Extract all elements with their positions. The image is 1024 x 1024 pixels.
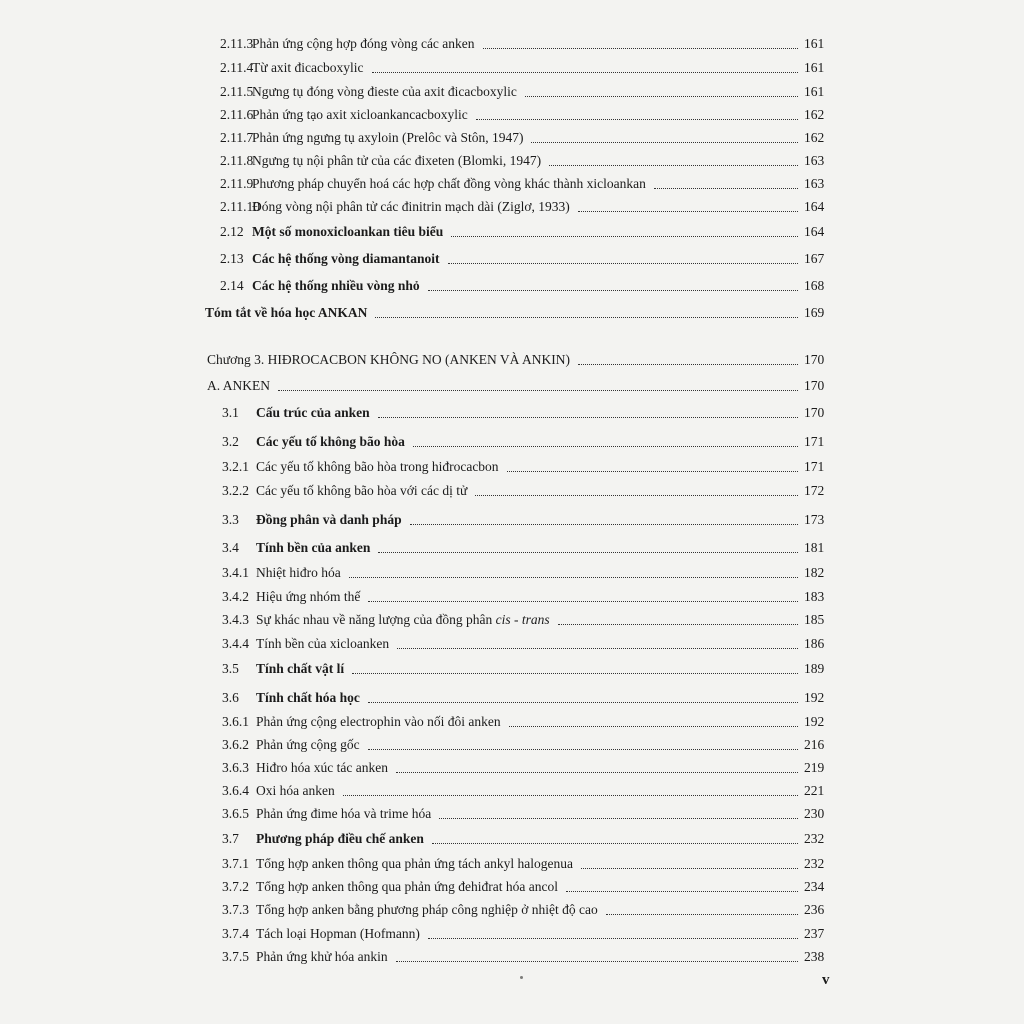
toc-entry-title-text: Tách loại Hopman (Hofmann) xyxy=(256,926,420,941)
toc-entry-title-text: Các hệ thống nhiều vòng nhỏ xyxy=(252,278,420,293)
page-number: v xyxy=(822,972,830,988)
toc-entry-leader xyxy=(278,390,798,391)
toc-entry-number: 3.5 xyxy=(222,661,239,676)
toc-entry-title xyxy=(256,924,420,944)
toc-entry-leader xyxy=(439,818,798,819)
toc-entry-number: 2.11.7 xyxy=(220,130,254,145)
toc-entry-leader xyxy=(509,726,798,727)
toc-entry xyxy=(0,877,1024,897)
toc-entry-number: 3.7.1 xyxy=(222,856,249,871)
toc-entry-title-text: Phương pháp chuyển hoá các hợp chất đồng vòng khác thành xicloankan xyxy=(252,176,646,191)
toc-entry xyxy=(0,249,1024,269)
toc-entry-leader xyxy=(368,702,798,703)
toc-entry-leader xyxy=(654,188,798,189)
toc-entry-page: 238 xyxy=(804,949,825,964)
toc-entry-page: 192 xyxy=(804,714,825,729)
toc-entry-page: 173 xyxy=(804,512,825,527)
toc-entry-leader xyxy=(378,552,798,553)
toc-entry-page: 186 xyxy=(804,636,825,651)
toc-entry-title xyxy=(256,510,402,530)
toc-entry-leader xyxy=(428,938,798,939)
toc-entry-title xyxy=(252,197,570,217)
toc-entry-number: 3.4.1 xyxy=(222,565,249,580)
toc-entry-page: 161 xyxy=(804,60,825,75)
toc-entry-title-text: Phản ứng cộng hợp đóng vòng các anken xyxy=(252,36,475,51)
toc-entry-title xyxy=(256,877,558,897)
toc-entry-page: 162 xyxy=(804,107,825,122)
toc-entry-number: 3.6.2 xyxy=(222,737,249,752)
toc-entry-leader xyxy=(368,601,798,602)
toc-entry-title-text: Tóm tắt về hóa học ANKAN xyxy=(205,305,368,320)
page-speck xyxy=(520,976,523,979)
toc-entry-title-text: Đồng phân và danh pháp xyxy=(256,512,402,527)
toc-entry-title xyxy=(256,758,388,778)
toc-entry-leader xyxy=(372,72,798,73)
toc-entry-title-text: Các hệ thống vòng diamantanoit xyxy=(252,251,440,266)
toc-entry xyxy=(0,712,1024,732)
toc-entry-title xyxy=(256,900,598,920)
toc-entry-leader xyxy=(578,211,798,212)
toc-entry-page: 192 xyxy=(804,690,825,705)
toc-entry-title xyxy=(252,82,517,102)
toc-entry-title xyxy=(256,563,341,583)
toc-entry xyxy=(0,457,1024,477)
toc-entry-page: 216 xyxy=(804,737,825,752)
toc-entry-number: 2.11.4 xyxy=(220,60,254,75)
toc-entry-leader xyxy=(558,624,798,625)
toc-entry xyxy=(0,659,1024,679)
toc-entry-leader xyxy=(343,795,798,796)
toc-entry xyxy=(0,376,1024,396)
toc-entry-title xyxy=(252,249,440,269)
toc-entry-page: 170 xyxy=(804,405,825,420)
toc-entry-page: 170 xyxy=(804,352,825,367)
toc-entry-title-text: Tính bền của xicloanken xyxy=(256,636,390,651)
toc-entry-number: 2.11.3 xyxy=(220,36,254,51)
toc-entry-number: 3.4.4 xyxy=(222,636,249,651)
toc-entry-title xyxy=(256,804,431,824)
toc-entry-leader xyxy=(475,495,798,496)
toc-entry-leader xyxy=(375,317,798,318)
toc-entry-title-text: Một số monoxicloankan tiêu biểu xyxy=(252,224,444,239)
toc-entry-title xyxy=(256,854,573,874)
toc-entry-title-italic: cis - trans xyxy=(495,612,550,627)
toc-entry-title-text: Các yếu tố không bão hòa với các dị tử xyxy=(256,483,468,498)
toc-entry xyxy=(0,58,1024,78)
toc-entry-number: 2.13 xyxy=(220,251,244,266)
toc-entry-title xyxy=(252,58,364,78)
toc-entry-title-text: Các yếu tố không bão hòa xyxy=(256,434,405,449)
toc-entry-title-text: Ngưng tụ đóng vòng đieste của axit đicacboxylic xyxy=(252,84,517,99)
toc-entry-title xyxy=(252,276,420,296)
toc-entry-number: 3.7.3 xyxy=(222,902,249,917)
toc-entry xyxy=(0,947,1024,967)
toc-entry-leader xyxy=(606,914,798,915)
toc-entry-page: 237 xyxy=(804,926,825,941)
toc-entry xyxy=(0,900,1024,920)
toc-entry-number: 3.2.1 xyxy=(222,459,249,474)
toc-entry xyxy=(0,276,1024,296)
toc-entry-leader xyxy=(483,48,798,49)
toc-entry-title xyxy=(252,222,443,242)
toc-entry xyxy=(0,854,1024,874)
toc-entry-leader xyxy=(396,961,798,962)
toc-entry-title-text: A. ANKEN xyxy=(207,378,270,393)
toc-entry-number: 3.6.1 xyxy=(222,714,249,729)
toc-entry xyxy=(0,174,1024,194)
toc-entry-page: 163 xyxy=(804,176,825,191)
toc-entry-number: 2.11.8 xyxy=(220,153,254,168)
toc-entry-number: 3.7.5 xyxy=(222,949,249,964)
toc-entry-title-text: Phản ứng khử hóa ankin xyxy=(256,949,388,964)
toc-entry-title xyxy=(256,634,389,654)
toc-entry-title-text: Tính chất hóa học xyxy=(256,690,360,705)
toc-entry-leader xyxy=(349,577,798,578)
toc-entry-page: 167 xyxy=(804,251,825,266)
toc-entry-title-text: Tổng hợp anken bằng phương pháp công nghiệp ở nhiệt độ cao xyxy=(256,902,598,917)
toc-entry-title-text: Phương pháp điều chế anken xyxy=(256,831,424,846)
toc-entry-title xyxy=(256,481,467,501)
toc-entry-title xyxy=(252,128,523,148)
toc-entry-title xyxy=(252,174,646,194)
toc-entry-leader xyxy=(507,471,798,472)
toc-entry-title-text: Tổng hợp anken thông qua phản ứng đehiđrat hóa ancol xyxy=(256,879,559,894)
toc-entry-page: 164 xyxy=(804,199,825,214)
toc-entry-leader xyxy=(578,364,798,365)
toc-entry-title-text: Tính chất vật lí xyxy=(256,661,345,676)
toc-entry xyxy=(0,634,1024,654)
toc-entry-title-text: Phản ứng cộng gốc xyxy=(256,737,360,752)
toc-entry xyxy=(0,403,1024,423)
toc-entry-leader xyxy=(448,263,798,264)
toc-entry-leader xyxy=(531,142,798,143)
toc-entry xyxy=(0,538,1024,558)
toc-entry xyxy=(0,105,1024,125)
toc-entry-title-text: Ngưng tụ nội phân tử của các đixeten (Blomki, 1947) xyxy=(252,153,542,168)
toc-entry-page: 169 xyxy=(804,305,825,320)
toc-entry xyxy=(0,222,1024,242)
toc-entry-title xyxy=(256,610,550,630)
toc-entry-number: 2.14 xyxy=(220,278,244,293)
toc-entry-page: 170 xyxy=(804,378,825,393)
toc-entry-number: 3.4.3 xyxy=(222,612,249,627)
toc-entry-page: 171 xyxy=(804,459,825,474)
toc-entry-title xyxy=(256,457,499,477)
toc-entry-page: 232 xyxy=(804,831,825,846)
toc-entry-title-text: Phản ứng cộng electrophin vào nối đôi anken xyxy=(256,714,501,729)
toc-entry-title-text: Từ axit đicacboxylic xyxy=(252,60,364,75)
toc-entry xyxy=(0,510,1024,530)
toc-entry-title xyxy=(207,350,570,370)
toc-entry-title xyxy=(256,659,344,679)
toc-entry xyxy=(0,781,1024,801)
toc-entry-page: 162 xyxy=(804,130,825,145)
toc-entry xyxy=(0,829,1024,849)
toc-entry-leader xyxy=(428,290,798,291)
toc-entry-title-text: Sự khác nhau về năng lượng của đồng phân xyxy=(256,612,493,627)
toc-entry-leader xyxy=(413,446,798,447)
toc-entry-title-text: Hiệu ứng nhóm thế xyxy=(256,589,361,604)
toc-entry-number: 3.7.2 xyxy=(222,879,249,894)
toc-entry xyxy=(0,303,1024,323)
toc-entry-title xyxy=(256,829,424,849)
toc-entry-page: 182 xyxy=(804,565,825,580)
toc-entry-page: 189 xyxy=(804,661,825,676)
toc-entry-number: 3.6 xyxy=(222,690,239,705)
toc-entry-title-text: Oxi hóa anken xyxy=(256,783,335,798)
toc-entry-number: 2.11.9 xyxy=(220,176,254,191)
toc-entry xyxy=(0,563,1024,583)
toc-entry xyxy=(0,432,1024,452)
toc-entry-number: 3.7.4 xyxy=(222,926,249,941)
toc-entry-number: 3.4 xyxy=(222,540,239,555)
toc-entry-title-text: Tính bền của anken xyxy=(256,540,371,555)
toc-entry-title-text: Đóng vòng nội phân tử các đinitrin mạch dài (Ziglơ, 1933) xyxy=(252,199,570,214)
toc-entry-page: 232 xyxy=(804,856,825,871)
toc-entry-leader xyxy=(397,648,798,649)
toc-entry-number: 3.6.4 xyxy=(222,783,249,798)
toc-entry-page: 234 xyxy=(804,879,825,894)
toc-entry-number: 3.1 xyxy=(222,405,239,420)
toc-entry-number: 2.11.5 xyxy=(220,84,254,99)
toc-entry-title xyxy=(256,587,360,607)
toc-entry xyxy=(0,82,1024,102)
toc-entry xyxy=(0,350,1024,370)
toc-entry-title xyxy=(252,34,475,54)
toc-entry-page: 161 xyxy=(804,84,825,99)
toc-entry-number: 3.2.2 xyxy=(222,483,249,498)
toc-entry-leader xyxy=(368,749,798,750)
toc-entry-leader xyxy=(378,417,798,418)
toc-entry-page: 185 xyxy=(804,612,825,627)
toc-entry-title xyxy=(252,151,541,171)
toc-entry xyxy=(0,587,1024,607)
toc-entry xyxy=(0,735,1024,755)
toc-entry-title-text: Tổng hợp anken thông qua phản ứng tách ankyl halogenua xyxy=(256,856,573,871)
toc-entry-title xyxy=(256,735,360,755)
toc-entry-leader xyxy=(451,236,798,237)
toc-entry xyxy=(0,688,1024,708)
toc-entry-leader xyxy=(566,891,798,892)
toc-entry-page: 181 xyxy=(804,540,825,555)
toc-entry-title-text: Nhiệt hiđro hóa xyxy=(256,565,341,580)
toc-entry xyxy=(0,924,1024,944)
toc-entry-page: 163 xyxy=(804,153,825,168)
toc-entry xyxy=(0,197,1024,217)
toc-entry-leader xyxy=(410,524,798,525)
toc-entry-leader xyxy=(525,96,798,97)
toc-entry-page: 168 xyxy=(804,278,825,293)
toc-entry xyxy=(0,151,1024,171)
toc-entry-page: 172 xyxy=(804,483,825,498)
toc-entry-leader xyxy=(549,165,798,166)
toc-entry-page: 236 xyxy=(804,902,825,917)
toc-entry-leader xyxy=(476,119,798,120)
toc-entry-page: 161 xyxy=(804,36,825,51)
toc-entry-title xyxy=(256,432,405,452)
toc-entry-title-text: Phản ứng ngưng tụ axyloin (Prelôc và Stôn, 1947) xyxy=(252,130,524,145)
toc-entry-title xyxy=(207,376,270,396)
toc-entry-title-text: Hiđro hóa xúc tác anken xyxy=(256,760,388,775)
toc-entry xyxy=(0,34,1024,54)
toc-entry xyxy=(0,128,1024,148)
toc-entry-title-text: Phản ứng đime hóa và trime hóa xyxy=(256,806,432,821)
toc-entry-number: 2.11.6 xyxy=(220,107,254,122)
toc-entry-page: 164 xyxy=(804,224,825,239)
toc-entry xyxy=(0,610,1024,630)
toc-entry xyxy=(0,758,1024,778)
toc-entry xyxy=(0,481,1024,501)
toc-entry-page: 219 xyxy=(804,760,825,775)
toc-entry-page: 230 xyxy=(804,806,825,821)
toc-entry-number: 3.4.2 xyxy=(222,589,249,604)
toc-entry-number: 2.11.10 xyxy=(220,199,260,214)
toc-entry-title xyxy=(252,105,468,125)
toc-entry-title xyxy=(256,947,388,967)
toc-entry-title-text: Chương 3. HIĐROCACBON KHÔNG NO (ANKEN VÀ ANKIN) xyxy=(207,352,570,367)
toc-entry-title-text: Cấu trúc của anken xyxy=(256,405,370,420)
toc-entry-title xyxy=(256,538,370,558)
toc-entry-title-text: Phản ứng tạo axit xicloankancacboxylic xyxy=(252,107,468,122)
toc-entry-number: 3.2 xyxy=(222,434,239,449)
toc-entry-page: 183 xyxy=(804,589,825,604)
toc-entry xyxy=(0,804,1024,824)
toc-entry-leader xyxy=(432,843,798,844)
toc-entry-page: 221 xyxy=(804,783,825,798)
toc-entry-title xyxy=(256,403,370,423)
toc-entry-number: 3.3 xyxy=(222,512,239,527)
toc-entry-number: 2.12 xyxy=(220,224,244,239)
toc-entry-number: 3.7 xyxy=(222,831,239,846)
toc-entry-title-text: Các yếu tố không bão hòa trong hiđrocacbon xyxy=(256,459,499,474)
toc-entry-number: 3.6.5 xyxy=(222,806,249,821)
toc-entry-title xyxy=(256,712,501,732)
toc-entry-leader xyxy=(396,772,798,773)
toc-entry-leader xyxy=(352,673,798,674)
toc-entry-leader xyxy=(581,868,798,869)
toc-entry-title xyxy=(205,303,367,323)
toc-entry-title xyxy=(256,688,360,708)
toc-entry-page: 171 xyxy=(804,434,825,449)
toc-entry-title xyxy=(256,781,335,801)
toc-entry-number: 3.6.3 xyxy=(222,760,249,775)
